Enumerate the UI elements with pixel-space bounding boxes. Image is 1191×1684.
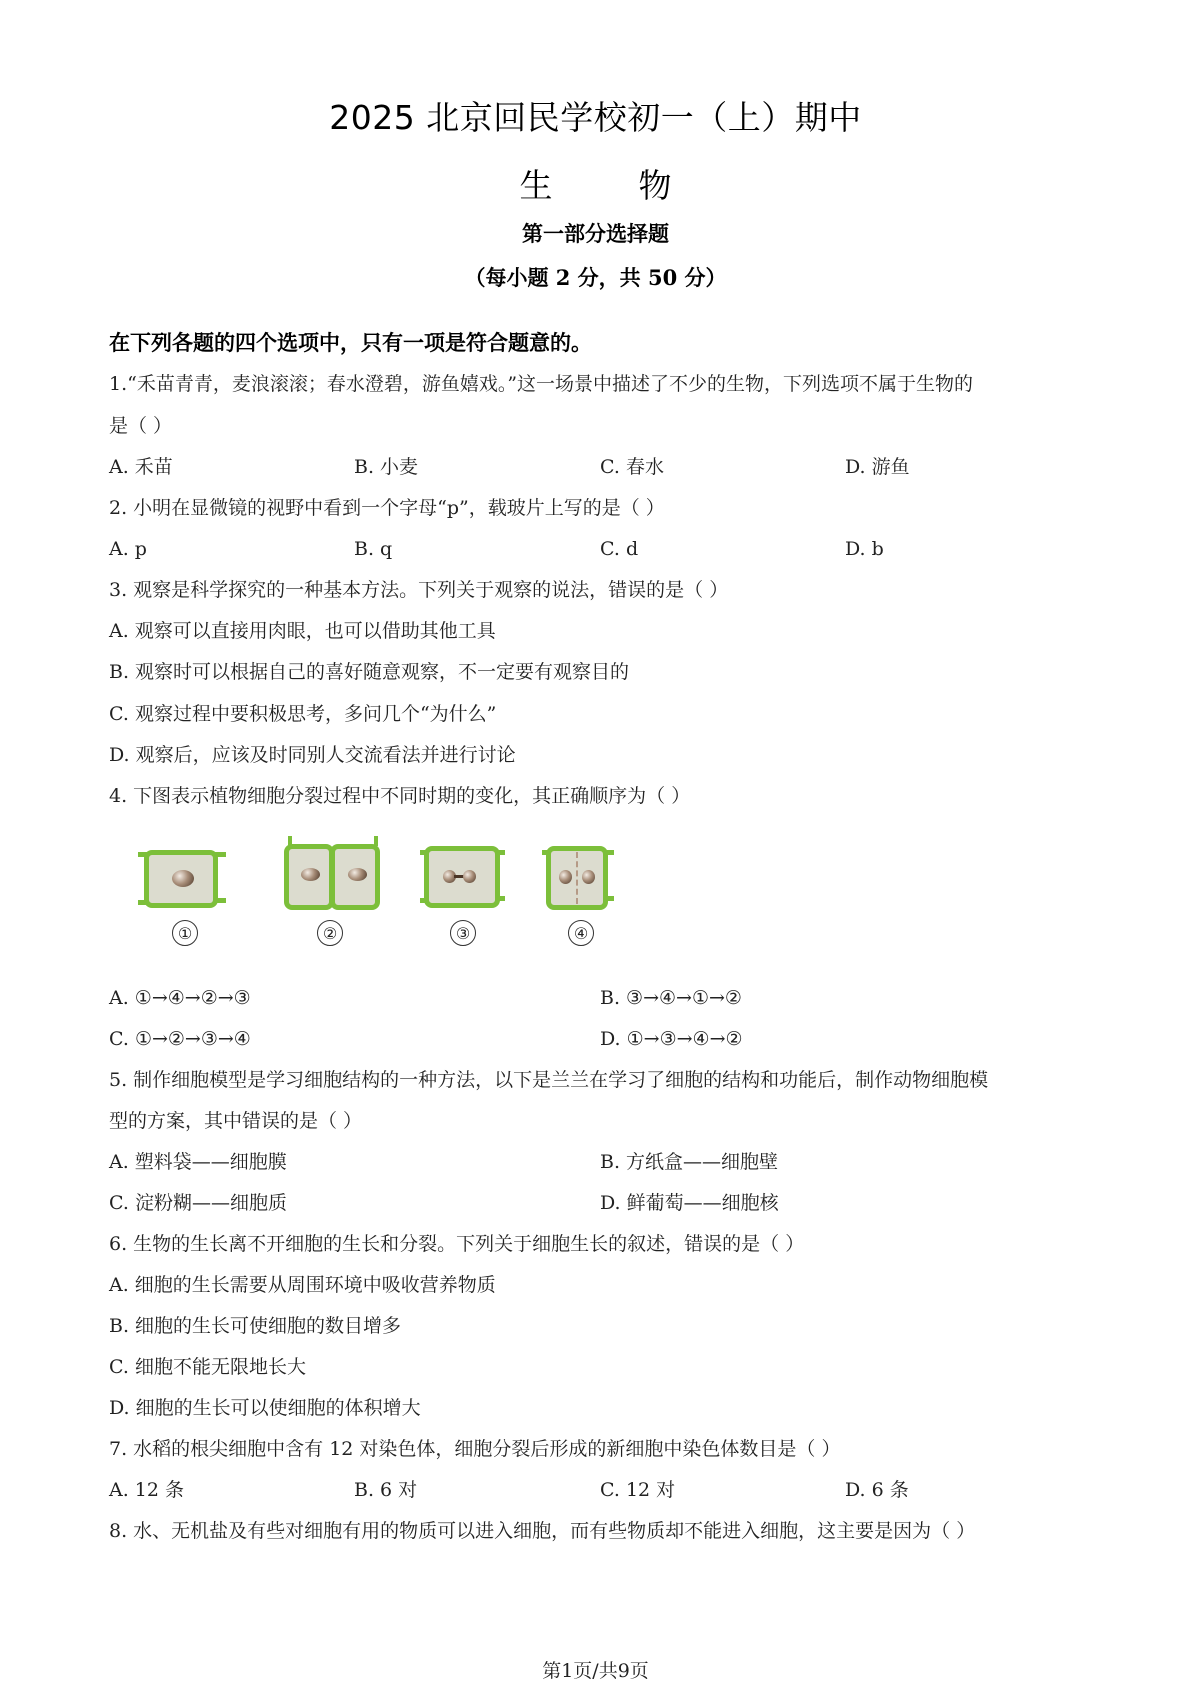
question-1-option-b: B. 小麦 xyxy=(354,456,419,478)
question-2-stem: 2. 小明在显微镜的视野中看到一个字母“p”，载玻片上写的是（ ） xyxy=(109,497,665,519)
question-7-stem: 7. 水稻的根尖细胞中含有 12 对染色体，细胞分裂后形成的新细胞中染色体数目是（ ） xyxy=(109,1438,841,1460)
question-4-option-b: B. ③→④→①→② xyxy=(600,987,742,1009)
question-3-option-c: C. 观察过程中要积极思考，多问几个“为什么” xyxy=(109,703,497,725)
question-3-option-b: B. 观察时可以根据自己的喜好随意观察，不一定要有观察目的 xyxy=(109,661,630,683)
nucleus xyxy=(301,868,320,881)
subject-char-1: 生 xyxy=(519,166,553,205)
question-5-stem-line-1: 5. 制作细胞模型是学习细胞结构的一种方法，以下是兰兰在学习了细胞的结构和功能后，制作动物细胞模 xyxy=(109,1069,989,1091)
question-6-option-a: A. 细胞的生长需要从周围环境中吸收营养物质 xyxy=(109,1274,496,1296)
question-4-option-a: A. ①→④→②→③ xyxy=(109,987,251,1009)
question-5-option-a: A. 塑料袋——细胞膜 xyxy=(109,1151,287,1173)
question-5-option-b: B. 方纸盒——细胞壁 xyxy=(600,1151,779,1173)
question-6-stem: 6. 生物的生长离不开细胞的生长和分裂。下列关于细胞生长的叙述，错误的是（ ） xyxy=(109,1233,805,1255)
figure-label-2: ② xyxy=(317,920,343,946)
question-1-option-c: C. 春水 xyxy=(600,456,664,478)
question-5-stem-line-2: 型的方案，其中错误的是（ ） xyxy=(109,1110,363,1132)
nucleus xyxy=(559,870,572,884)
question-4-option-c: C. ①→②→③→④ xyxy=(109,1028,251,1050)
question-8-stem: 8. 水、无机盐及有些对细胞有用的物质可以进入细胞，而有些物质却不能进入细胞，这主要是因为（ ） xyxy=(109,1520,976,1542)
question-1-option-a: A. 禾苗 xyxy=(109,456,173,478)
cell-division-figure xyxy=(130,828,670,948)
question-7-option-b: B. 6 对 xyxy=(354,1479,418,1501)
nucleus xyxy=(172,870,194,887)
question-2-option-a: A. p xyxy=(109,538,147,560)
cell-wall-edge xyxy=(374,836,378,846)
cell-wall-edge xyxy=(288,836,292,846)
figure-label-1: ① xyxy=(172,920,198,946)
part-heading: 第一部分选择题 xyxy=(522,221,669,246)
question-7-option-d: D. 6 条 xyxy=(845,1479,909,1501)
question-6-option-c: C. 细胞不能无限地长大 xyxy=(109,1356,306,1378)
question-2-option-d: D. b xyxy=(845,538,884,560)
page-indicator: 第1页/共9页 xyxy=(542,1660,649,1682)
part-scoring: （每小题 2 分，共 50 分） xyxy=(464,265,727,290)
question-7-option-c: C. 12 对 xyxy=(600,1479,676,1501)
question-5-option-d: D. 鲜葡萄——细胞核 xyxy=(600,1192,779,1214)
question-3-stem: 3. 观察是科学探究的一种基本方法。下列关于观察的说法，错误的是（ ） xyxy=(109,579,729,601)
figure-label-3: ③ xyxy=(450,920,476,946)
question-4-option-d: D. ①→③→④→② xyxy=(600,1028,743,1050)
question-2-option-b: B. q xyxy=(354,538,393,560)
question-3-option-d: D. 观察后，应该及时同别人交流看法并进行讨论 xyxy=(109,744,516,766)
figure-label-4: ④ xyxy=(568,920,594,946)
question-2-option-c: C. d xyxy=(600,538,639,560)
question-1-stem-line-2: 是（ ） xyxy=(109,415,173,437)
question-1-option-d: D. 游鱼 xyxy=(845,456,910,478)
nucleus xyxy=(582,870,595,884)
instruction: 在下列各题的四个选项中，只有一项是符合题意的。 xyxy=(109,330,592,355)
exam-title: 2025 北京回民学校初一（上）期中 xyxy=(329,98,862,137)
question-6-option-b: B. 细胞的生长可使细胞的数目增多 xyxy=(109,1315,402,1337)
question-6-option-d: D. 细胞的生长可以使细胞的体积增大 xyxy=(109,1397,421,1419)
question-4-stem: 4. 下图表示植物细胞分裂过程中不同时期的变化，其正确顺序为（ ） xyxy=(109,785,691,807)
nucleus xyxy=(463,870,476,883)
subject-title xyxy=(0,160,1191,207)
question-3-option-a: A. 观察可以直接用肉眼，也可以借助其他工具 xyxy=(109,620,496,642)
cell-plate xyxy=(576,852,578,904)
subject-char-2: 物 xyxy=(638,166,672,205)
question-7-option-a: A. 12 条 xyxy=(109,1479,185,1501)
question-5-option-c: C. 淀粉糊——细胞质 xyxy=(109,1192,287,1214)
question-1-stem-line-1: 1.“禾苗青青，麦浪滚滚；春水澄碧，游鱼嬉戏。”这一场景中描述了不少的生物，下列选项不属于生物的 xyxy=(109,373,974,395)
nucleus xyxy=(348,868,367,881)
